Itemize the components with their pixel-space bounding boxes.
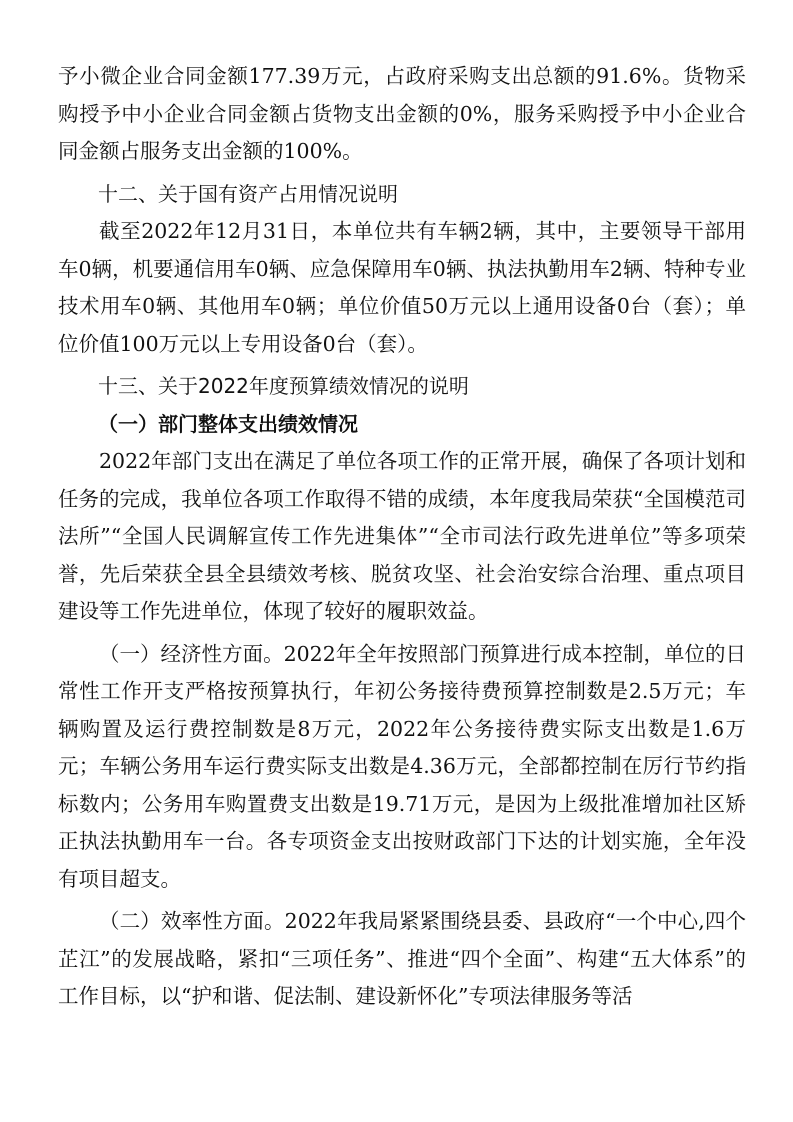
paragraph-economy: （一）经济性方面。2022年全年按照部门预算进行成本控制，单位的日常性工作开支严格按预算执行，年初公务接待费预算控制数是2.5万元；车辆购置及运行费控制数是8万元，2022年公务接待费实际支出数是1.6万元；车辆公务用车运行费实际支出数是4.36万元，全部都控制在厉行节约指标数内；公务用车购置费支出数是19.71万元，是因为上级批准增加社区矫正执法执勤用车一台。各专项资金支出按财政部门下达的计划实施，全年没有项目超支。 <box>58 641 746 891</box>
paragraph-efficiency: （二）效率性方面。2022年我局紧紧围绕县委、县政府“一个中心,四个芷江”的发展战略，紧扣“三项任务”、推进“四个全面”、构建“五大体系”的工作目标，以“护和谐、促法制、建设新怀化”专项法律服务等活 <box>58 909 746 1008</box>
paragraph-procurement: 予小微企业合同金额177.39万元，占政府采购支出总额的91.6%。货物采购授予中小企业合同金额占货物支出金额的0%，服务采购授予中小企业合同金额占服务支出金额的100%。 <box>58 64 746 163</box>
section-heading-13: 十三、关于2022年度预算绩效情况的说明 <box>98 374 469 398</box>
section-heading-12: 十二、关于国有资产占用情况说明 <box>98 181 398 206</box>
paragraph-assets: 截至2022年12月31日，本单位共有车辆2辆，其中，主要领导干部用车0辆，机要通信用车0辆、应急保障用车0辆、执法执勤用车2辆、特种专业技术用车0辆、其他用车0辆；单位价值50万元以上通用设备0台（套）；单位价值100万元以上专用设备0台（套）。 <box>58 219 746 356</box>
subsection-heading-1: （一）部门整体支出绩效情况 <box>98 411 358 436</box>
paragraph-overall-performance: 2022年部门支出在满足了单位各项工作的正常开展，确保了各项计划和任务的完成，我单位各项工作取得不错的成绩，本年度我局荣获“全国模范司法所”“全国人民调解宣传工作先进集体”“全市司法行政先进单位”等多项荣誉，先后荣获全县全县绩效考核、脱贫攻坚、社会治安综合治理、重点项目建设等工作先进单位，体现了较好的履职效益。 <box>58 449 746 623</box>
document-page <box>58 58 746 1016</box>
